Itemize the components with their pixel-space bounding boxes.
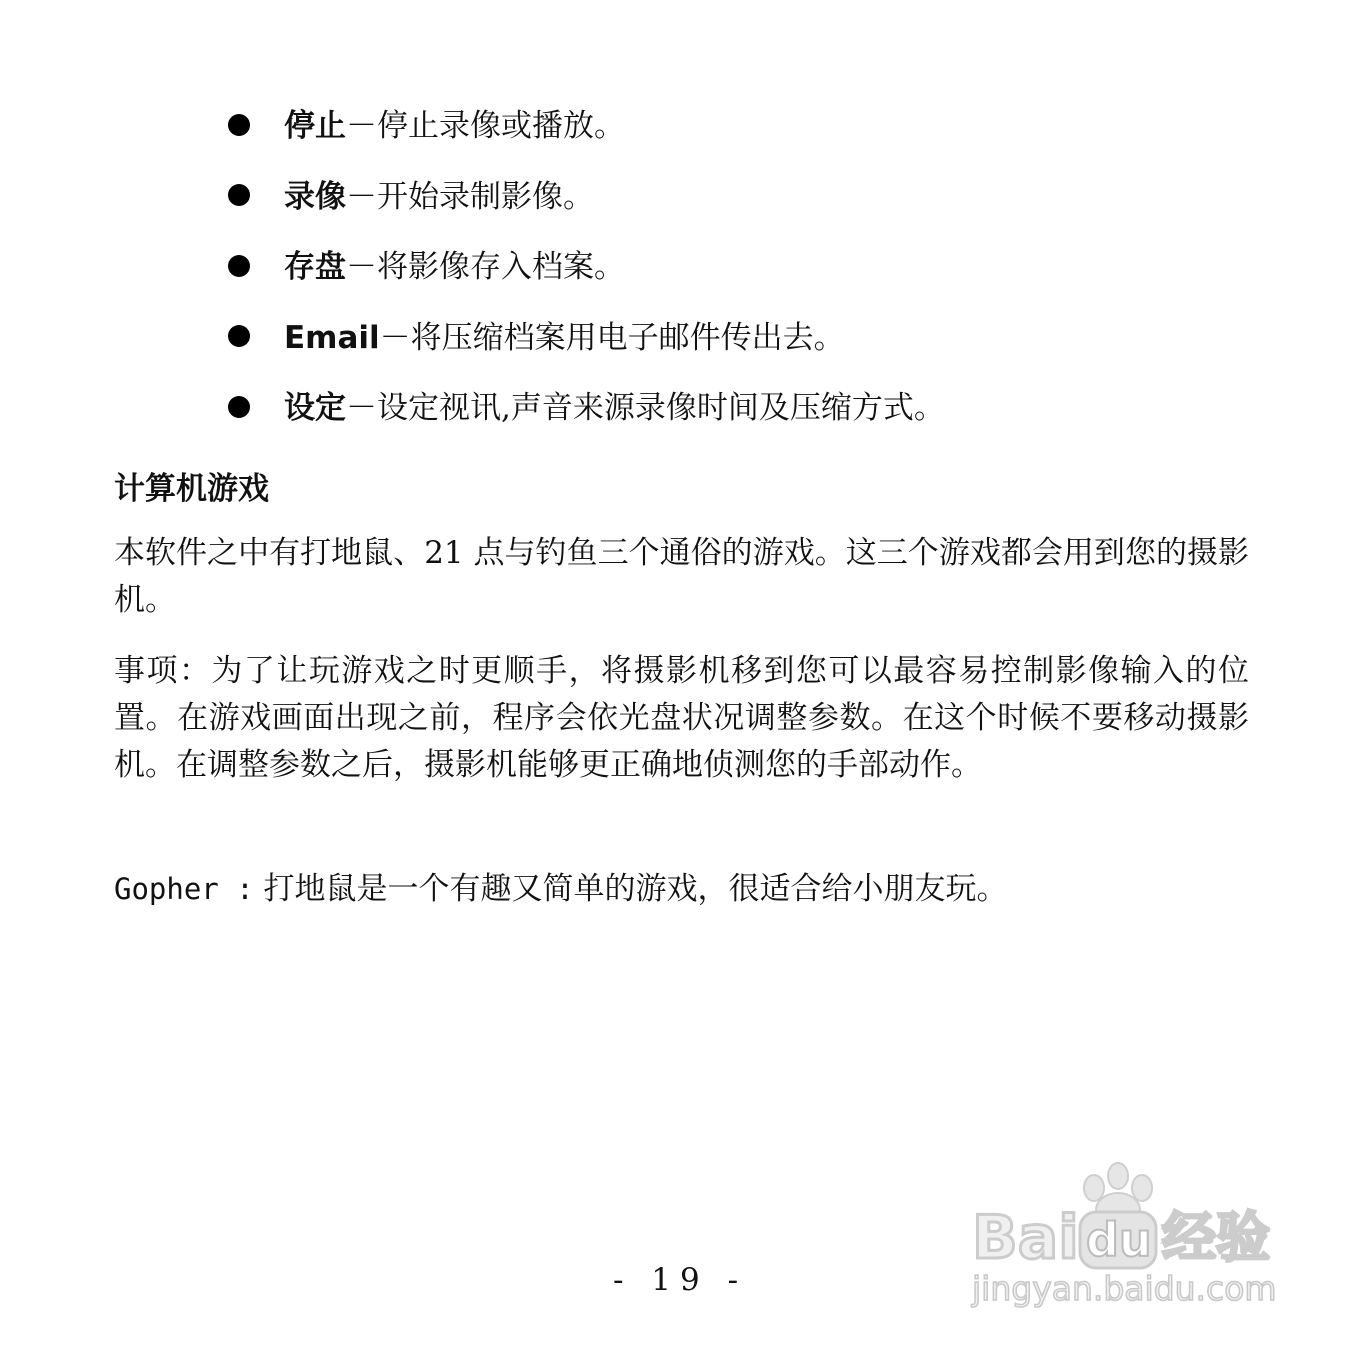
bullet-item-email bbox=[228, 312, 945, 383]
page-number: - 19 - bbox=[612, 1262, 748, 1298]
bullet-item-record bbox=[228, 171, 945, 242]
gopher-label: Gopher : bbox=[114, 872, 254, 906]
svg-text:Bai: Bai bbox=[972, 1203, 1079, 1273]
bullet-description: －设定视讯,声音来源录像时间及压缩方式。 bbox=[346, 390, 945, 426]
games-intro-paragraph: 本软件之中有打地鼠、21 点与钓鱼三个通俗的游戏。这三个游戏都会用到您的摄影机。 bbox=[114, 535, 1249, 618]
bullet-dot-icon bbox=[228, 325, 250, 347]
bullet-dot-icon bbox=[228, 396, 250, 418]
bullet-description: －停止录像或播放。 bbox=[346, 108, 625, 144]
bullet-dot-icon bbox=[228, 255, 250, 277]
bullet-description: －将影像存入档案。 bbox=[346, 249, 625, 285]
section-heading: 计算机游戏 bbox=[114, 471, 269, 507]
watermark-logo-text bbox=[972, 1203, 1270, 1273]
svg-text:经验: 经验 bbox=[1162, 1206, 1270, 1269]
gopher-paragraph bbox=[114, 866, 1249, 913]
bullet-item-save bbox=[228, 241, 945, 312]
bullet-description: －将压缩档案用电子邮件传出去。 bbox=[379, 319, 845, 356]
bullet-term: 录像 bbox=[284, 178, 346, 215]
gopher-text: 打地鼠是一个有趣又简单的游戏，很适合给小朋友玩。 bbox=[253, 871, 1008, 907]
bullet-term: 存盘 bbox=[284, 249, 346, 285]
bullet-item-settings bbox=[228, 382, 945, 453]
watermark-url-text: jingyan.baidu.com bbox=[972, 1269, 1277, 1308]
notice-paragraph: 事项：为了让玩游戏之时更顺手，将摄影机移到您可以最容易控制影像输入的位置。在游戏画面出现之前，程序会依光盘状况调整参数。在这个时候不要移动摄影机。在调整参数之后，摄影机能够更正确地侦测您的手部动作。 bbox=[114, 653, 1249, 783]
bullet-dot-icon bbox=[228, 114, 250, 136]
baidu-jingyan-watermark bbox=[962, 1150, 1280, 1310]
bullet-item-stop bbox=[228, 100, 945, 171]
bullet-dot-icon bbox=[228, 184, 250, 206]
bullet-description: －开始录制影像。 bbox=[346, 178, 594, 215]
svg-text:du: du bbox=[1086, 1213, 1152, 1267]
bullet-term: Email bbox=[284, 319, 380, 356]
bullet-term: 停止 bbox=[284, 108, 346, 144]
feature-bullet-list bbox=[228, 100, 945, 453]
bullet-term: 设定 bbox=[284, 390, 346, 426]
